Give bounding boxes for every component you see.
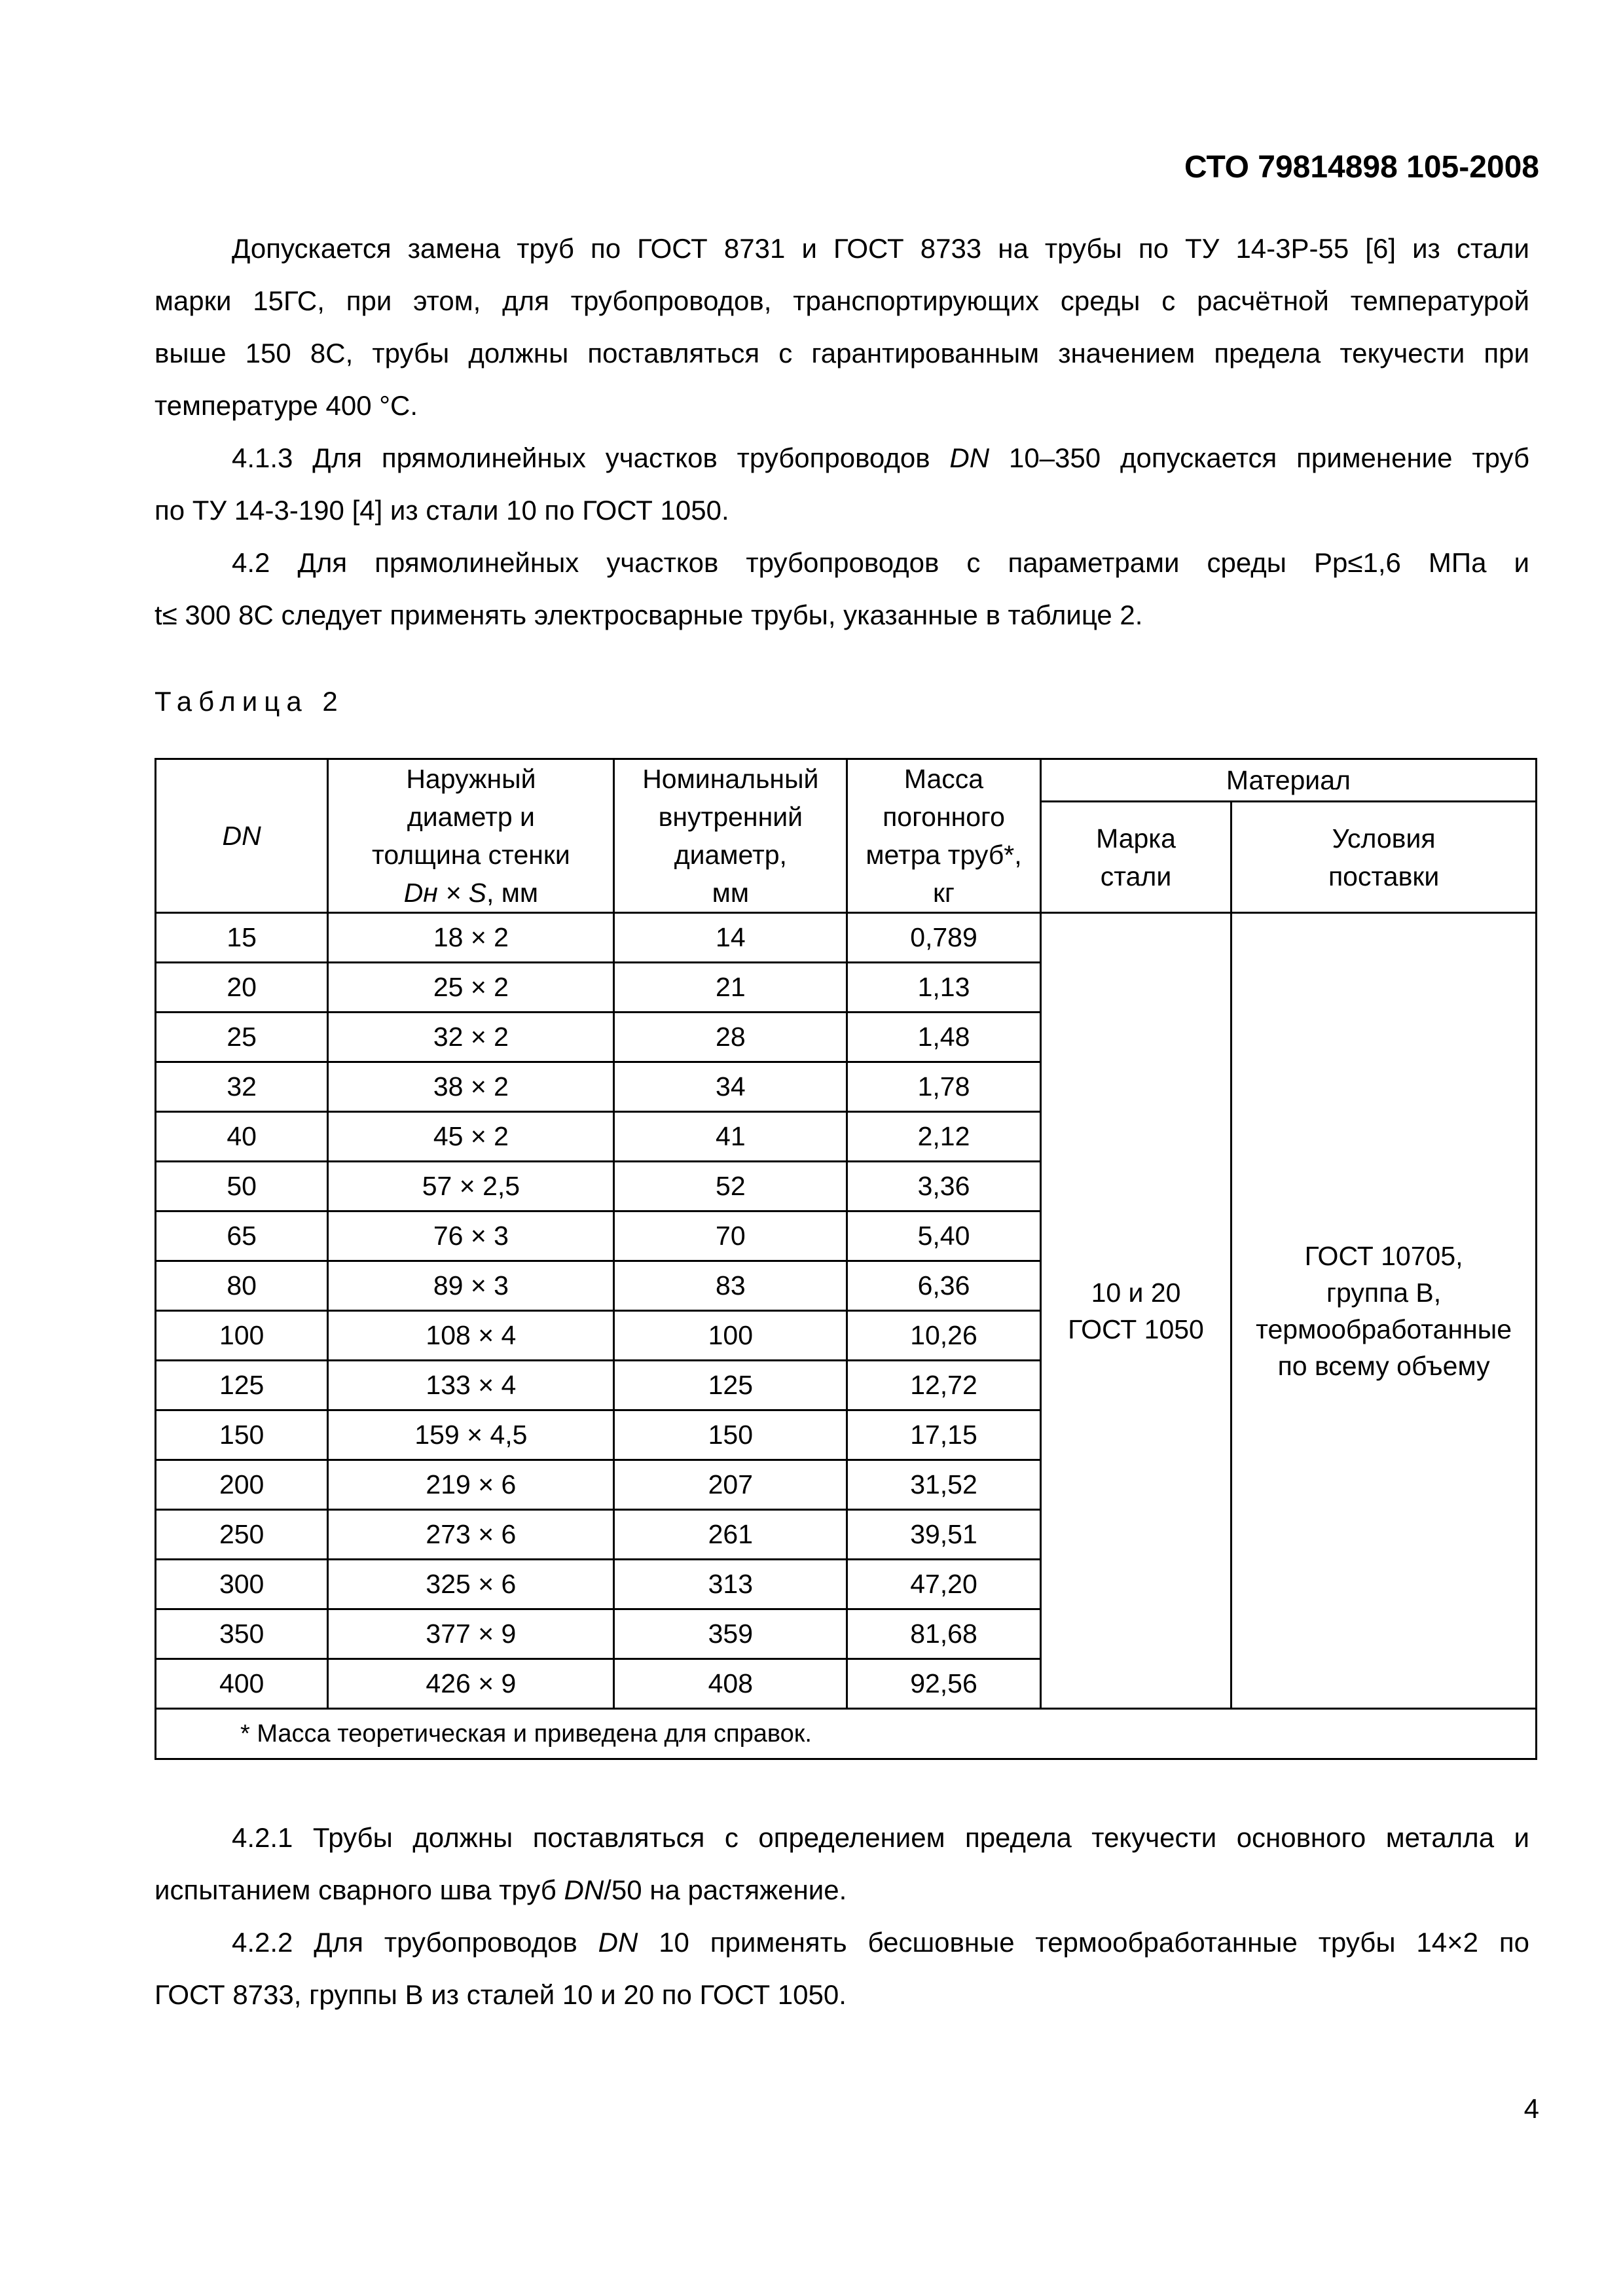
cell-inner-diameter: 313: [614, 1560, 847, 1609]
cell-outer-size: 159 × 4,5: [328, 1410, 614, 1460]
cell-inner-diameter: 28: [614, 1013, 847, 1062]
cell-mass: 0,789: [847, 913, 1041, 963]
cell-dn: 65: [156, 1211, 328, 1261]
cell-inner-diameter: 359: [614, 1609, 847, 1659]
cell-outer-size: 219 × 6: [328, 1460, 614, 1510]
cell-mass: 47,20: [847, 1560, 1041, 1609]
text-line: [155, 1916, 1529, 1969]
text-line: 4.2 Для прямолинейных участков трубопроводов с параметрами среды Рр≤1,6 МПа и: [232, 547, 1529, 578]
cell-dn: 50: [156, 1162, 328, 1211]
cell-text: термообработанные: [1256, 1314, 1512, 1344]
header-text: погонного: [883, 802, 1005, 832]
text-line: выше 150 8С, трубы должны поставляться с гарантированным значением предела текучести при: [155, 338, 1529, 368]
cell-text: по всему объему: [1277, 1350, 1490, 1381]
cell-dn: 32: [156, 1062, 328, 1112]
cell-dn: 350: [156, 1609, 328, 1659]
page-number: 4: [1523, 2093, 1539, 2124]
header-text: толщина стенки: [372, 840, 570, 870]
text-fragment-dn: DN: [949, 442, 990, 473]
cell-dn: 80: [156, 1261, 328, 1311]
text-fragment: испытанием сварного шва труб: [155, 1874, 564, 1905]
paragraph-4-2-1: [155, 1812, 1529, 1916]
cell-dn: 125: [156, 1361, 328, 1410]
cell-outer-size: 108 × 4: [328, 1311, 614, 1361]
cell-outer-size: 377 × 9: [328, 1609, 614, 1659]
text-fragment: 10–350 допускается применение труб: [989, 442, 1529, 473]
paragraph-4-1-3: [155, 432, 1529, 537]
cell-mass: 39,51: [847, 1510, 1041, 1560]
cell-inner-diameter: 70: [614, 1211, 847, 1261]
cell-outer-size: 18 × 2: [328, 913, 614, 963]
header-text: DN: [222, 821, 261, 851]
header-text: Номинальный: [642, 764, 819, 794]
text-line: 4.2.1 Трубы должны поставляться с определением предела текучести основного металла и: [232, 1822, 1529, 1853]
text-fragment: 10 применять бесшовные термообработанные трубы 14×2 по: [638, 1927, 1529, 1958]
cell-mass: 12,72: [847, 1361, 1041, 1410]
cell-outer-size: 133 × 4: [328, 1361, 614, 1410]
header-material: Материал: [1040, 759, 1536, 802]
header-text: , мм: [486, 878, 539, 908]
cell-outer-size: 25 × 2: [328, 963, 614, 1013]
cell-mass: 1,48: [847, 1013, 1041, 1062]
cell-text: ГОСТ 1050: [1068, 1314, 1204, 1344]
cell-inner-diameter: 408: [614, 1659, 847, 1709]
cell-text: группа В,: [1326, 1277, 1442, 1308]
cell-delivery-conditions: [1231, 913, 1537, 1709]
cell-mass: 6,36: [847, 1261, 1041, 1311]
cell-dn: 40: [156, 1112, 328, 1162]
cell-mass: 5,40: [847, 1211, 1041, 1261]
header-text: [329, 874, 613, 912]
text-line: марки 15ГС, при этом, для трубопроводов, транспортирующих среды с расчётной температурой: [155, 285, 1529, 316]
text-fragment: 4.1.3 Для прямолинейных участков трубопроводов: [232, 442, 950, 473]
cell-mass: 10,26: [847, 1311, 1041, 1361]
cell-inner-diameter: 41: [614, 1112, 847, 1162]
text-line: ГОСТ 8733, группы В из сталей 10 и 20 по ГОСТ 1050.: [155, 1979, 847, 2010]
paragraph-4-2: [155, 537, 1529, 641]
header-steel-grade: [1040, 802, 1231, 913]
table-caption: Таблица 2: [155, 686, 344, 717]
header-text: внутренний: [658, 802, 803, 832]
pipe-table: [155, 758, 1537, 1760]
header-mass: [847, 759, 1041, 913]
cell-outer-size: 76 × 3: [328, 1211, 614, 1261]
table-row: [156, 913, 1537, 963]
cell-inner-diameter: 125: [614, 1361, 847, 1410]
text-fragment-dn: DN: [598, 1927, 638, 1958]
cell-inner-diameter: 83: [614, 1261, 847, 1311]
cell-mass: 81,68: [847, 1609, 1041, 1659]
table-footnote: * Масса теоретическая и приведена для справок.: [156, 1709, 1537, 1759]
cell-dn: 200: [156, 1460, 328, 1510]
text-line: [155, 432, 1529, 484]
cell-mass: 1,78: [847, 1062, 1041, 1112]
header-text: Масса: [903, 764, 984, 794]
cell-dn: 15: [156, 913, 328, 963]
header-text-italic: Dн × S: [403, 878, 486, 908]
header-text: Условия: [1332, 823, 1436, 853]
header-text: Наружный: [406, 764, 536, 794]
text-line: t≤ 300 8С следует применять электросварные трубы, указанные в таблице 2.: [155, 600, 1143, 630]
cell-mass: 17,15: [847, 1410, 1041, 1460]
cell-inner-diameter: 207: [614, 1460, 847, 1510]
paragraph-pipe-replacement: [155, 223, 1529, 432]
cell-dn: 300: [156, 1560, 328, 1609]
cell-outer-size: 32 × 2: [328, 1013, 614, 1062]
cell-mass: 1,13: [847, 963, 1041, 1013]
cell-mass: 3,36: [847, 1162, 1041, 1211]
header-text: кг: [933, 878, 955, 908]
header-text: мм: [712, 878, 750, 908]
cell-dn: 400: [156, 1659, 328, 1709]
cell-outer-size: 325 × 6: [328, 1560, 614, 1609]
text-fragment: 4.2.2 Для трубопроводов: [232, 1927, 598, 1958]
cell-mass: 92,56: [847, 1659, 1041, 1709]
header-text: поставки: [1328, 861, 1440, 891]
cell-inner-diameter: 21: [614, 963, 847, 1013]
paragraph-4-2-2: [155, 1916, 1529, 2021]
cell-outer-size: 89 × 3: [328, 1261, 614, 1311]
text-line: [155, 1864, 1529, 1916]
header-text: диаметр и: [407, 802, 535, 832]
cell-outer-size: 38 × 2: [328, 1062, 614, 1112]
header-text: метра труб*,: [866, 840, 1022, 870]
header-inner-diameter: [614, 759, 847, 913]
header-outer-diameter: [328, 759, 614, 913]
cell-inner-diameter: 150: [614, 1410, 847, 1460]
header-text: Марка: [1096, 823, 1176, 853]
cell-outer-size: 273 × 6: [328, 1510, 614, 1560]
header-delivery-conditions: [1231, 802, 1537, 913]
cell-text: 10 и 20: [1091, 1277, 1181, 1308]
text-line: Допускается замена труб по ГОСТ 8731 и ГОСТ 8733 на трубы по ТУ 14-3Р-55 [6] из стали: [232, 233, 1529, 264]
text-line: температуре 400 °С.: [155, 390, 418, 421]
document-code: СТО 79814898 105-2008: [1184, 150, 1539, 185]
cell-inner-diameter: 34: [614, 1062, 847, 1112]
cell-outer-size: 426 × 9: [328, 1659, 614, 1709]
header-text: стали: [1100, 861, 1172, 891]
cell-mass: 2,12: [847, 1112, 1041, 1162]
cell-dn: 20: [156, 963, 328, 1013]
cell-outer-size: 45 × 2: [328, 1112, 614, 1162]
cell-inner-diameter: 100: [614, 1311, 847, 1361]
cell-dn: 100: [156, 1311, 328, 1361]
cell-dn: 250: [156, 1510, 328, 1560]
cell-text: ГОСТ 10705,: [1304, 1240, 1463, 1271]
text-line: по ТУ 14-3-190 [4] из стали 10 по ГОСТ 1050.: [155, 495, 729, 526]
cell-inner-diameter: 261: [614, 1510, 847, 1560]
text-fragment-dn: DN: [564, 1874, 604, 1905]
text-fragment: /50 на растяжение.: [604, 1874, 847, 1905]
cell-outer-size: 57 × 2,5: [328, 1162, 614, 1211]
cell-steel-grade: [1040, 913, 1231, 1709]
cell-dn: 150: [156, 1410, 328, 1460]
cell-inner-diameter: 14: [614, 913, 847, 963]
header-text: диаметр,: [674, 840, 787, 870]
header-dn: [156, 759, 328, 913]
cell-mass: 31,52: [847, 1460, 1041, 1510]
cell-dn: 25: [156, 1013, 328, 1062]
cell-inner-diameter: 52: [614, 1162, 847, 1211]
